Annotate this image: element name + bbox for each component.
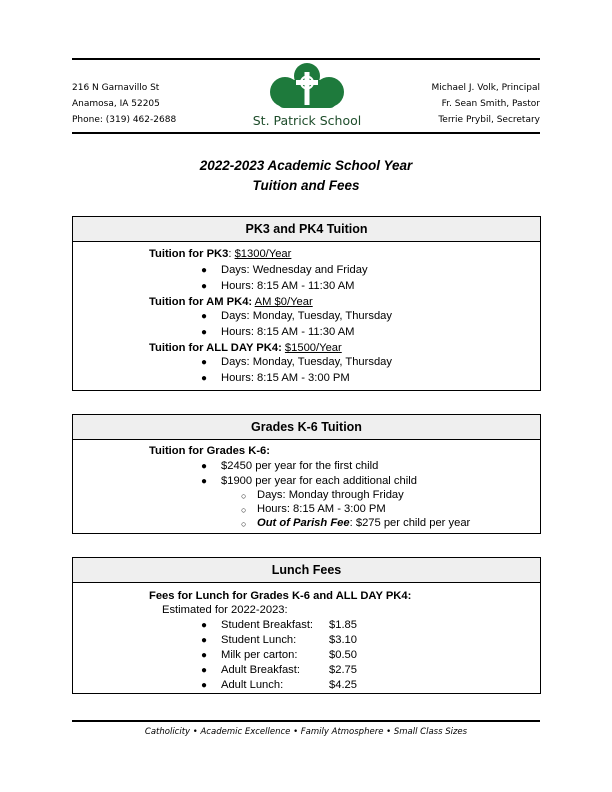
- pk3-hours: Hours: 8:15 AM - 11:30 AM: [221, 280, 355, 292]
- pk3-price: $1300/Year: [234, 248, 292, 260]
- bullet-icon: ●: [201, 461, 208, 472]
- alldaypk4-days: Days: Monday, Tuesday, Thursday: [221, 356, 392, 368]
- alldaypk4-line: [149, 342, 342, 354]
- bullet-icon: ●: [201, 680, 208, 691]
- bullet-icon: ●: [201, 620, 208, 631]
- k6-additional-child: $1900 per year for each additional child: [221, 475, 417, 487]
- principal: Michael J. Volk, Principal: [431, 83, 540, 93]
- pk3-line: [149, 248, 291, 260]
- pk3-separator: :: [228, 248, 235, 260]
- lunch-fees-box: [72, 557, 541, 694]
- pk3-label: Tuition for PK3: [149, 248, 229, 260]
- school-staff: [432, 80, 540, 128]
- hollow-bullet-icon: ○: [241, 505, 247, 515]
- bullet-icon: ●: [201, 311, 208, 322]
- lunch-item-name: Student Breakfast:: [221, 619, 314, 631]
- oop-label: Out of Parish Fee: [257, 517, 350, 529]
- k6-out-of-parish: [257, 517, 470, 529]
- bullet-icon: ●: [201, 650, 208, 661]
- lunch-label: Fees for Lunch for Grades K-6 and ALL DAY PK4:: [149, 590, 412, 602]
- k6-hours: Hours: 8:15 AM - 3:00 PM: [257, 503, 386, 515]
- k6-tuition-heading: Grades K-6 Tuition: [73, 415, 540, 440]
- lunch-item-price: $0.50: [329, 649, 357, 661]
- header-bottom-rule: [72, 132, 540, 134]
- logo-text: St. Patrick School: [252, 113, 362, 128]
- pk-tuition-box: [72, 216, 541, 391]
- alldaypk4-price: $1500/Year: [284, 342, 342, 354]
- bullet-icon: ●: [201, 357, 208, 368]
- alldaypk4-label: Tuition for ALL DAY PK4:: [149, 342, 282, 354]
- school-contact: [72, 80, 176, 128]
- bullet-icon: ●: [201, 281, 208, 292]
- lunch-item-name: Adult Lunch:: [221, 679, 284, 691]
- pastor: Fr. Sean Smith, Pastor: [441, 99, 540, 109]
- lunch-fees-heading: Lunch Fees: [73, 558, 540, 583]
- school-logo: [248, 62, 366, 130]
- lunch-item-price: $4.25: [329, 679, 357, 691]
- phone-number: Phone: (319) 462-2688: [72, 115, 177, 125]
- header-top-rule: [72, 58, 540, 60]
- lunch-item-price: $3.10: [329, 634, 357, 646]
- bullet-icon: ●: [201, 635, 208, 646]
- bullet-icon: ●: [201, 265, 208, 276]
- ampk4-label: Tuition for AM PK4:: [149, 296, 253, 308]
- document-subtitle: Tuition and Fees: [252, 178, 360, 193]
- lunch-item-name: Student Lunch:: [221, 634, 297, 646]
- footer-rule: [72, 720, 540, 722]
- document-title: 2022-2023 Academic School Year: [199, 158, 413, 173]
- address-line-2: Anamosa, IA 52205: [72, 99, 160, 109]
- lunch-item-price: $1.85: [329, 619, 357, 631]
- hollow-bullet-icon: ○: [241, 519, 247, 529]
- ampk4-hours: Hours: 8:15 AM - 11:30 AM: [221, 326, 355, 338]
- hollow-bullet-icon: ○: [241, 491, 247, 501]
- ampk4-price: AM $0/Year: [254, 296, 313, 308]
- secretary: Terrie Prybil, Secretary: [438, 115, 540, 125]
- pk3-days: Days: Wednesday and Friday: [221, 264, 368, 276]
- address-line-1: 216 N Garnavillo St: [72, 83, 160, 93]
- shamrock-logo-icon: [248, 62, 366, 130]
- k6-first-child: $2450 per year for the first child: [221, 460, 379, 472]
- lunch-item-name: Milk per carton:: [221, 649, 298, 661]
- k6-label: Tuition for Grades K-6:: [149, 445, 270, 457]
- ampk4-line: [149, 296, 313, 308]
- oop-text: : $275 per child per year: [349, 517, 471, 529]
- lunch-item-name: Adult Breakfast:: [221, 664, 300, 676]
- lunch-estimated: Estimated for 2022-2023:: [162, 604, 288, 616]
- k6-days: Days: Monday through Friday: [257, 489, 404, 501]
- bullet-icon: ●: [201, 665, 208, 676]
- pk-tuition-heading: PK3 and PK4 Tuition: [73, 217, 540, 242]
- ampk4-days: Days: Monday, Tuesday, Thursday: [221, 310, 392, 322]
- footer-motto: Catholicity • Academic Excellence • Family Atmosphere • Small Class Sizes: [144, 727, 468, 737]
- bullet-icon: ●: [201, 476, 208, 487]
- bullet-icon: ●: [201, 373, 208, 384]
- bullet-icon: ●: [201, 327, 208, 338]
- alldaypk4-hours: Hours: 8:15 AM - 3:00 PM: [221, 372, 350, 384]
- k6-tuition-box: [72, 414, 541, 534]
- lunch-item-price: $2.75: [329, 664, 357, 676]
